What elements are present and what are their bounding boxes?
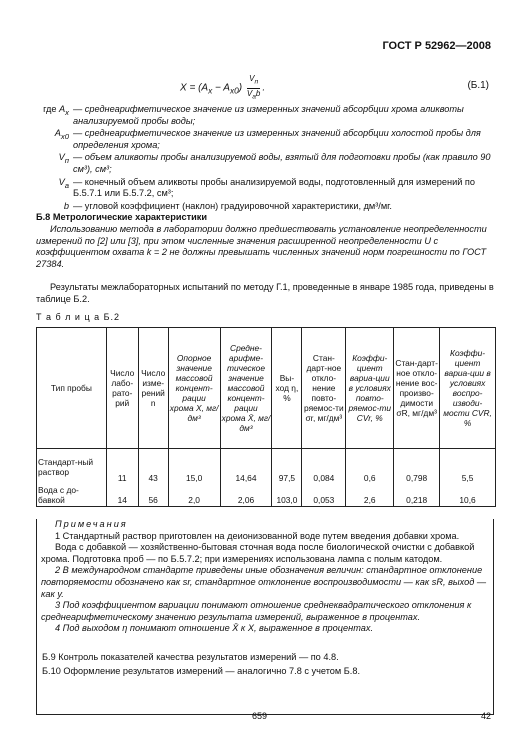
- table-cell: 0,084: [302, 449, 346, 485]
- paragraph-b10: Б.10 Оформление результатов измерений — аналогично 7.8 с учетом Б.8.: [42, 666, 361, 676]
- definition-text: — среднеарифметическое значение из измеренных значений абсорбции холостой пробы для определения хрома;: [73, 128, 481, 150]
- table-cell: 11: [106, 449, 138, 485]
- definition-row: b — угловой коэффициент (наклон) градуировочной характеристики, дм³/мг.: [36, 201, 496, 213]
- definition-text: — среднеарифметическое значение из измеренных значений абсорбции хрома аликвоты анализируемой пробы воды;: [73, 104, 464, 126]
- col-header: Число изме-рений n: [138, 328, 168, 449]
- formula-close: ): [238, 82, 243, 94]
- section-heading-b8: Б.8 Метрологические характеристики: [36, 212, 208, 222]
- table-cell: 0,798: [394, 449, 440, 485]
- definition-row: $A_{x0}$ — среднеарифметическое значение из измеренных значений абсорбции холостой пробы для определения хрома;: [36, 128, 496, 151]
- col-header: Стан-дарт-ное откло-нение вос-произво-димости σR, мг/дм³: [394, 328, 440, 449]
- table-cell: 14,64: [220, 449, 272, 485]
- definition-row: $V_п$ — объем аликвоты пробы анализируемой воды, взятый для подготовки пробы (как правило 90 см³), см³;: [36, 152, 496, 175]
- table-row: [37, 484, 496, 507]
- col-header: Тип пробы: [37, 328, 107, 449]
- formula-sub-x: x: [208, 85, 213, 96]
- formula-numerator: $V_п$: [247, 74, 261, 89]
- definitions-list: [36, 104, 496, 213]
- definition-text: — конечный объем аликвоты пробы анализируемой воды, подготовленный для измерений по Б.5.7.1 или Б.5.7.2, см³;: [73, 176, 475, 199]
- col-header: Стан-дарт-ное откло-нение повто-ряемос-ти σr, мг/дм³: [302, 328, 346, 449]
- note-item: 2 В международном стандарте приведены иные обозначения величин: стандартное отклонение повторяемости обозначено как sr, стандартное отклонение воспроизводимости — как sR, выход — как y.: [41, 565, 487, 599]
- note-item: Вода с добавкой — хозяйственно-бытовая сточная вода после биологической очистки с добавкой хрома. Подготовка проб — по Б.5.7.2; при измерениях использована лампа с полым катодом.: [41, 542, 475, 564]
- table-notes: [36, 519, 494, 715]
- paragraph-b9: Б.9 Контроль показателей качества результатов измерений — по 4.8.: [42, 652, 339, 662]
- definition-text: — угловой коэффициент (наклон) градуировочной характеристики, дм³/мг.: [73, 200, 392, 211]
- note-item: 1 Стандартный раствор приготовлен на деионизованной воде путем введения добавки хрома.: [55, 530, 460, 541]
- table-cell: 2,0: [168, 484, 220, 507]
- note-item: 3 Под коэффициентом вариации понимают отношение среднеквадратического отклонения к среднеарифметическому значению результата измерений, выраженное в процентах.: [41, 600, 472, 622]
- results-table: [36, 327, 496, 507]
- table-cell: 0,218: [394, 484, 440, 507]
- col-header: Коэффи-циент вариа-ции в условиях воспро-изводи-мости CVR, %: [440, 328, 496, 449]
- table-cell: 103,0: [272, 484, 302, 507]
- formula-end: .: [262, 82, 266, 94]
- table-cell: 2,6: [346, 484, 394, 507]
- formula-mid: − A: [212, 82, 230, 94]
- table-cell: 97,5: [272, 449, 302, 485]
- table-cell: 2,06: [220, 484, 272, 507]
- col-header: Число лабо-рато-рий: [106, 328, 138, 449]
- table-cell: Стандарт-ный раствор: [37, 449, 107, 485]
- table-cell: 0,053: [302, 484, 346, 507]
- col-header: Опорное значение массовой концент-рации хрома X, мг/дм³: [168, 328, 220, 449]
- table-cell: 10,6: [440, 484, 496, 507]
- page-number-right: 42: [480, 711, 491, 721]
- formula-sub-x0: x0: [229, 85, 239, 96]
- col-header: Средне-арифме-тическое значение массовой концент-рации хрома X̄, мг/дм³: [220, 328, 272, 449]
- paragraph-uncertainty: Использованию метода в лаборатории должно предшествовать установление неопределенности измерений по [2] или [3], при этом численные значения расширенной неопределенности U с коэффициентом охвата k = 2 не должны превышать численных значений норм погрешности по ГОСТ 27384.: [36, 224, 487, 269]
- table-cell: 15,0: [168, 449, 220, 485]
- col-header: Коэффи-циент вариа-ции в условиях повто-ряемос-ти CVr, %: [346, 328, 394, 449]
- table-caption: Т а б л и ц а Б.2: [36, 312, 121, 322]
- table-cell: 14: [106, 484, 138, 507]
- table-header-row: [37, 328, 496, 449]
- table-cell: 43: [138, 449, 168, 485]
- notes-title: Примечания: [55, 519, 128, 529]
- table-cell: 0,6: [346, 449, 394, 485]
- definition-row: $V_а$ — конечный объем аликвоты пробы анализируемой воды, подготовленный для измерений по Б.5.7.1 или Б.5.7.2, см³;: [36, 177, 496, 200]
- formula-fraction: [247, 74, 261, 102]
- table-cell: 5,5: [440, 449, 496, 485]
- table-row: [37, 449, 496, 485]
- table-cell: Вода с до-бавкой: [37, 484, 107, 507]
- definition-text: — объем аликвоты пробы анализируемой воды, взятый для подготовки пробы (как правило 90 см³), см³;: [73, 152, 491, 174]
- col-header: Вы-ход η, %: [272, 328, 302, 449]
- formula-lhs: X = (A: [180, 82, 209, 94]
- paragraph-interlab: Результаты межлабораторных испытаний по методу Г.1, проведенные в январе 1985 года, приведены в таблице Б.2.: [36, 282, 494, 304]
- formula-b1: [180, 74, 265, 102]
- note-item: 4 Под выходом η понимают отношение X̄ к X, выраженное в процентах.: [55, 623, 373, 634]
- standard-header: ГОСТ Р 52962—2008: [382, 40, 491, 52]
- formula-denominator: $V_аb$: [246, 88, 261, 101]
- table-cell: 56: [138, 484, 168, 507]
- definition-row: где $A_x$ — среднеарифметическое значение из измеренных значений абсорбции хрома аликвоты анализируемой пробы воды;: [36, 104, 496, 127]
- page-number-center: 659: [252, 711, 268, 721]
- formula-number: (Б.1): [467, 80, 489, 91]
